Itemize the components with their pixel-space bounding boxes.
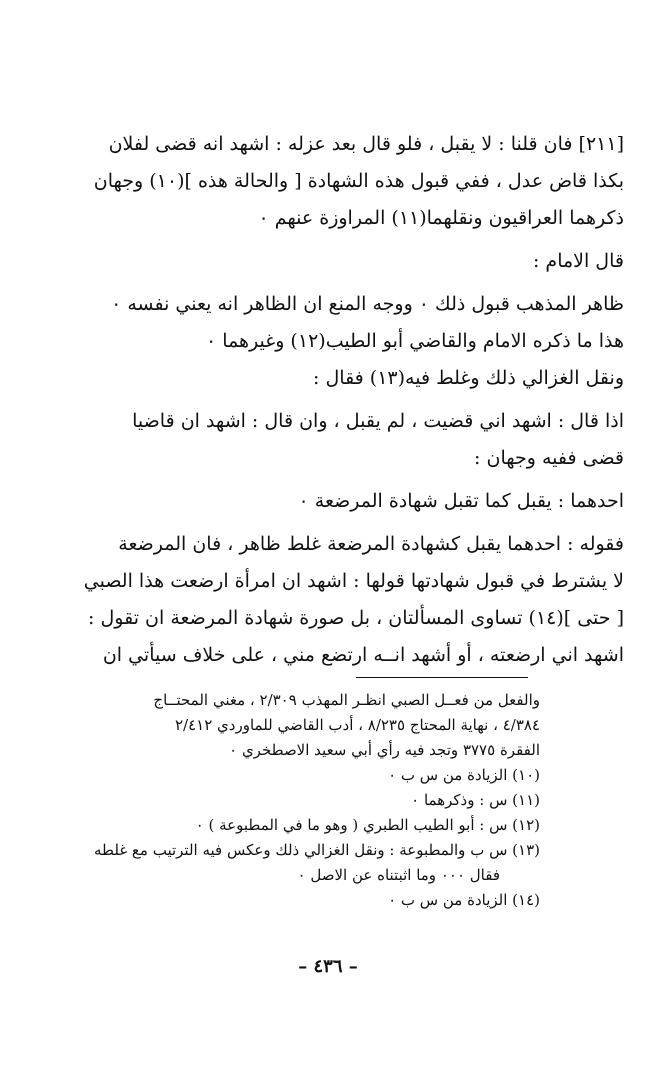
paragraph <box>24 483 624 520</box>
paragraph <box>24 126 624 237</box>
text-line: اذا قال : اشهد اني قضيت ، لم يقبل ، وان قال : اشهد ان قاضيا <box>132 410 624 432</box>
footnotes <box>20 688 540 913</box>
text-line: فقوله : احدهما يقبل كشهادة المرضعة غلط ظاهر ، فان المرضعة <box>118 533 624 555</box>
text-line: لا يشترط في قبول شهادتها قولها : اشهد ان امرأة ارضعت هذا الصبي <box>83 570 624 592</box>
text-line: هذا ما ذكره الامام والقاضي أبو الطيب(١٢) وغيرهما ٠ <box>206 330 624 352</box>
text-line: بكذا قاض عدل ، ففي قبول هذه الشهادة [ والحالة هذه ](١٠) وجهان <box>93 170 624 192</box>
text-line: ونقل الغزالي ذلك وغلط فيه(١٣) فقال : <box>313 367 624 389</box>
footnote-line: (١١) س : وذكرهما ٠ <box>411 791 540 809</box>
text-line: [٢١١] فان قلنا : لا يقبل ، فلو قال بعد عزله : اشهد انه قضى لفلان <box>108 133 624 155</box>
footnote-line: والفعل من فعــل الصبي انظـر المهذب ٢/٣٠٩ ، مغني المحتــاج <box>153 691 540 709</box>
paragraph <box>24 403 624 477</box>
text-line: قال الامام : <box>532 250 624 272</box>
text-line: قضى ففيه وجهان : <box>474 447 624 469</box>
footnote-line: فقال ٠٠٠ وما اثبتناه عن الاصل ٠ <box>297 866 500 884</box>
footnote-line: (١٠) الزيادة من س ب ٠ <box>388 766 540 784</box>
paragraph <box>24 243 624 280</box>
footnote-line: (١٣) س ب والمطبوعة : ونقل الغزالي ذلك وعكس فيه الترتيب مع غلطه <box>94 841 540 859</box>
text-line: [ حتى ](١٤) تساوى المسألتان ، بل صورة شهادة المرضعة ان تقول : <box>88 607 624 629</box>
footnote-line: الفقرة ٣٧٧٥ وتجد فيه رأي أبي سعيد الاصطخري ٠ <box>229 741 540 759</box>
paragraph <box>24 286 624 397</box>
footnote-line: ٤/٣٨٤ ، نهاية المحتاج ٨/٢٣٥ ، أدب القاضي للماوردي ٢/٤١٢ <box>175 716 540 734</box>
footnote-divider <box>356 677 528 678</box>
text-line: احدهما : يقبل كما تقبل شهادة المرضعة ٠ <box>298 490 624 512</box>
page-number: – ٤٣٦ – <box>298 956 358 977</box>
text-line: اشهد اني ارضعته ، أو أشهد انــه ارتضع مني ، على خلاف سيأتي ان <box>102 644 624 666</box>
footnote-line: (١٢) س : أبو الطيب الطبري ( وهو ما في المطبوعة ) ٠ <box>195 816 540 834</box>
text-line: ظاهر المذهب قبول ذلك ٠ ووجه المنع ان الظاهر انه يعني نفسه ٠ <box>111 293 624 315</box>
paragraph <box>24 526 624 674</box>
text-line: ذكرهما العراقيون ونقلهما(١١) المراوزة عنهم ٠ <box>258 207 624 229</box>
main-text <box>24 126 624 680</box>
footnote-line: (١٤) الزيادة من س ب ٠ <box>388 891 540 909</box>
